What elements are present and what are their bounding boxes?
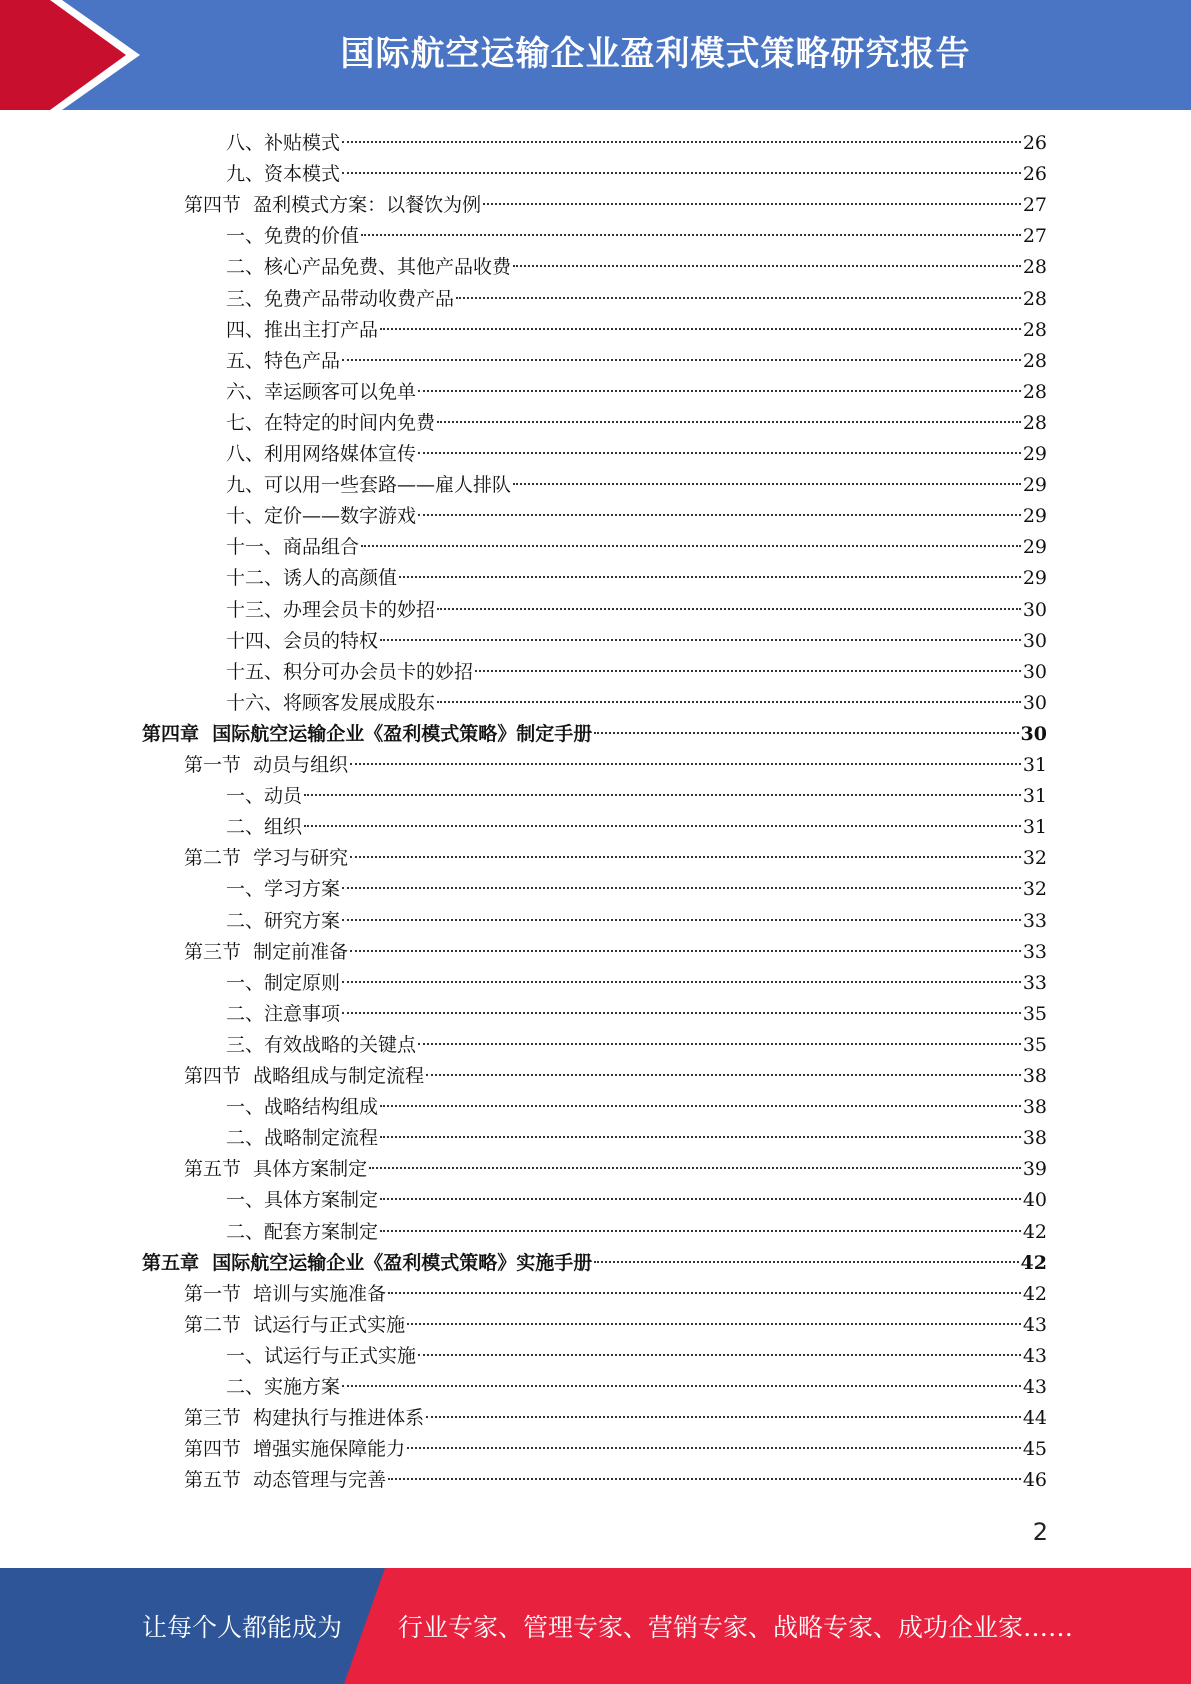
toc-entry-page: 46 (1022, 1469, 1047, 1492)
toc-entry-page: 30 (1020, 722, 1047, 745)
toc-leader-dots (475, 670, 1021, 672)
toc-entry-page: 31 (1022, 754, 1047, 776)
page-number: 2 (1032, 1518, 1048, 1546)
toc-leader-dots (418, 514, 1021, 516)
toc-leader-dots (418, 1354, 1021, 1356)
toc-leader-dots (304, 794, 1021, 796)
toc-entry[interactable] (226, 1185, 1047, 1216)
toc-leader-dots (342, 981, 1021, 983)
toc-leader-dots (388, 1292, 1021, 1294)
toc-entry[interactable] (226, 968, 1047, 999)
toc-leader-dots (594, 732, 1018, 734)
toc-leader-dots (513, 265, 1021, 267)
toc-entry-title: 十三、办理会员卡的妙招 (226, 598, 436, 621)
toc-entry[interactable] (142, 719, 1047, 750)
toc-entry-title: 五、特色产品 (226, 349, 341, 372)
toc-entry-title: 九、资本模式 (226, 163, 341, 186)
toc-leader-dots (380, 1198, 1021, 1200)
toc-entry-title: 十六、将顾客发展成股东 (226, 691, 436, 714)
toc-entry[interactable] (226, 657, 1047, 688)
toc-entry-title: 六、幸运顾客可以免单 (226, 380, 417, 403)
toc-leader-dots (342, 1012, 1021, 1014)
toc-leader-dots (437, 608, 1021, 610)
toc-entry-page: 28 (1022, 318, 1047, 341)
toc-leader-dots (361, 234, 1021, 236)
toc-leader-dots (418, 1043, 1021, 1045)
toc-entry-page: 38 (1022, 1065, 1047, 1087)
toc-entry[interactable] (226, 1372, 1047, 1403)
toc-entry[interactable] (226, 408, 1047, 439)
toc-entry-page: 45 (1022, 1438, 1047, 1461)
toc-entry[interactable] (226, 595, 1047, 626)
toc-entry-title: 第四节 增强实施保障能力 (184, 1438, 406, 1461)
toc-leader-dots (426, 1074, 1021, 1076)
toc-entry-page: 29 (1022, 536, 1047, 559)
toc-entry[interactable] (226, 1030, 1047, 1061)
toc-entry-title: 一、学习方案 (226, 878, 341, 901)
footer-tagline: 行业专家、管理专家、营销专家、战略专家、成功企业家…… (398, 1613, 1074, 1642)
toc-entry-title: 一、具体方案制定 (226, 1189, 379, 1212)
toc-entry-page: 29 (1022, 474, 1047, 497)
toc-leader-dots (456, 297, 1021, 299)
toc-entry-page: 44 (1022, 1407, 1047, 1430)
toc-entry-page: 28 (1022, 256, 1047, 279)
toc-leader-dots (342, 1385, 1021, 1387)
toc-leader-dots (380, 1105, 1021, 1107)
toc-entry[interactable] (226, 346, 1047, 377)
toc-entry-title: 十五、积分可办会员卡的妙招 (226, 660, 474, 683)
toc-entry-title: 第一节 动员与组织 (184, 754, 349, 776)
toc-leader-dots (380, 328, 1021, 330)
toc-entry-page: 27 (1022, 194, 1047, 217)
toc-entry[interactable] (142, 1248, 1047, 1279)
toc-entry-page: 31 (1022, 816, 1047, 839)
page-footer (0, 1568, 1191, 1684)
toc-leader-dots (388, 1478, 1021, 1480)
toc-entry[interactable] (226, 1341, 1047, 1372)
toc-entry-page: 43 (1022, 1344, 1047, 1367)
toc-entry-title: 十四、会员的特权 (226, 629, 379, 652)
toc-leader-dots (426, 1416, 1021, 1418)
toc-entry[interactable] (184, 1310, 1047, 1341)
toc-entry-title: 二、配套方案制定 (226, 1220, 379, 1243)
toc-entry-title: 十一、商品组合 (226, 536, 360, 559)
toc-entry-title: 第一节 培训与实施准备 (184, 1282, 387, 1305)
toc-entry-page: 33 (1022, 940, 1047, 963)
toc-entry[interactable] (184, 1061, 1047, 1092)
toc-leader-dots (342, 141, 1021, 143)
toc-leader-dots (399, 576, 1021, 578)
toc-entry[interactable] (226, 1123, 1047, 1154)
toc-entry-page: 28 (1022, 287, 1047, 310)
toc-entry[interactable] (184, 1279, 1047, 1310)
toc-leader-dots (513, 483, 1021, 485)
toc-entry[interactable] (226, 874, 1047, 905)
toc-entry-page: 28 (1022, 411, 1047, 434)
toc-entry-page: 28 (1022, 349, 1047, 372)
toc-entry-title: 一、战略结构组成 (226, 1096, 379, 1119)
page-header (0, 0, 1191, 110)
toc-entry[interactable] (226, 284, 1047, 315)
toc-entry-title: 一、动员 (226, 785, 303, 808)
toc-entry[interactable] (226, 377, 1047, 408)
toc-entry-title: 第三节 构建执行与推进体系 (184, 1407, 425, 1430)
toc-entry[interactable] (184, 1465, 1047, 1496)
toc-entry-title: 八、补贴模式 (226, 132, 341, 154)
toc-entry[interactable] (226, 501, 1047, 532)
toc-leader-dots (380, 639, 1021, 641)
toc-leader-dots (418, 390, 1021, 392)
toc-entry-page: 29 (1022, 505, 1047, 528)
toc-leader-dots (350, 950, 1021, 952)
toc-entry-page: 26 (1022, 163, 1047, 186)
toc-leader-dots (380, 1230, 1021, 1232)
toc-leader-dots (594, 1261, 1018, 1263)
toc-leader-dots (437, 421, 1021, 423)
toc-entry-title: 七、在特定的时间内免费 (226, 411, 436, 434)
toc-entry[interactable] (184, 750, 1047, 781)
toc-entry-title: 第四节 盈利模式方案：以餐饮为例 (184, 194, 482, 217)
toc-entry[interactable] (226, 159, 1047, 190)
toc-entry[interactable] (226, 315, 1047, 346)
toc-entry-page: 27 (1022, 225, 1047, 248)
toc-entry-page: 39 (1022, 1158, 1047, 1181)
toc-entry-title: 二、实施方案 (226, 1376, 341, 1398)
toc-entry-title: 四、推出主打产品 (226, 318, 379, 341)
toc-entry[interactable] (226, 470, 1047, 501)
toc-entry-page: 42 (1022, 1220, 1047, 1243)
toc-entry-title: 二、核心产品免费、其他产品收费 (226, 256, 512, 279)
toc-entry-page: 30 (1022, 598, 1047, 621)
toc-leader-dots (342, 887, 1021, 889)
document-title: 国际航空运输企业盈利模式策略研究报告 (340, 34, 971, 74)
toc-entry-title: 第五章 国际航空运输企业《盈利模式策略》实施手册 (142, 1251, 593, 1274)
toc-entry-title: 第四节 战略组成与制定流程 (184, 1065, 425, 1087)
toc-entry[interactable] (226, 812, 1047, 843)
toc-entry-title: 三、有效战略的关键点 (226, 1033, 417, 1056)
toc-leader-dots (407, 1447, 1021, 1449)
toc-entry-title: 第五节 具体方案制定 (184, 1158, 368, 1181)
toc-entry[interactable] (226, 1217, 1047, 1248)
toc-entry-title: 八、利用网络媒体宣传 (226, 443, 417, 465)
toc-leader-dots (483, 203, 1021, 205)
toc-entry-page: 26 (1022, 132, 1047, 154)
toc-entry-page: 42 (1020, 1251, 1047, 1274)
toc-entry-page: 33 (1022, 909, 1047, 932)
toc-entry[interactable] (226, 999, 1047, 1030)
toc-leader-dots (418, 452, 1021, 454)
toc-leader-dots (342, 359, 1021, 361)
toc-leader-dots (350, 856, 1021, 858)
toc-entry[interactable] (226, 626, 1047, 657)
toc-entry-page: 35 (1022, 1002, 1047, 1025)
toc-entry[interactable] (226, 906, 1047, 937)
toc-entry[interactable] (226, 532, 1047, 563)
toc-entry[interactable] (226, 563, 1047, 594)
footer-slogan: 让每个人都能成为 (142, 1613, 343, 1642)
toc-leader-dots (304, 825, 1021, 827)
toc-entry[interactable] (184, 843, 1047, 874)
toc-entry-page: 38 (1022, 1127, 1047, 1150)
toc-entry-page: 32 (1022, 847, 1047, 870)
toc-entry-title: 十二、诱人的高颜值 (226, 567, 398, 590)
toc-entry[interactable] (226, 128, 1047, 159)
toc-leader-dots (369, 1167, 1021, 1169)
toc-leader-dots (361, 545, 1021, 547)
toc-leader-dots (380, 1136, 1021, 1138)
toc-entry-title: 第二节 学习与研究 (184, 847, 349, 870)
toc-entry[interactable] (184, 190, 1047, 221)
toc-entry-page: 31 (1022, 785, 1047, 808)
toc-entry-page: 29 (1022, 567, 1047, 590)
toc-entry[interactable] (226, 252, 1047, 283)
toc-entry[interactable] (184, 1403, 1047, 1434)
toc-entry-title: 二、组织 (226, 816, 303, 839)
toc-entry-title: 九、可以用一些套路——雇人排队 (226, 474, 512, 497)
toc-entry-title: 三、免费产品带动收费产品 (226, 287, 455, 310)
toc-entry-page: 42 (1022, 1282, 1047, 1305)
toc-entry-page: 30 (1022, 660, 1047, 683)
toc-leader-dots (350, 763, 1021, 765)
toc-entry-title: 第五节 动态管理与完善 (184, 1469, 387, 1492)
toc-entry[interactable] (184, 1154, 1047, 1185)
toc-entry[interactable] (184, 1434, 1047, 1465)
toc-entry[interactable] (226, 781, 1047, 812)
toc-entry-page: 30 (1022, 629, 1047, 652)
toc-entry[interactable] (226, 439, 1047, 470)
toc-entry-page: 30 (1022, 691, 1047, 714)
toc-entry-page: 40 (1022, 1189, 1047, 1212)
toc-leader-dots (407, 1323, 1021, 1325)
toc-entry-page: 35 (1022, 1033, 1047, 1056)
toc-leader-dots (437, 701, 1021, 703)
toc-entry-title: 第三节 制定前准备 (184, 940, 349, 963)
toc-entry-title: 第二节 试运行与正式实施 (184, 1313, 406, 1336)
toc-entry-page: 33 (1022, 971, 1047, 994)
toc-entry-page: 29 (1022, 443, 1047, 465)
toc-entry-title: 第四章 国际航空运输企业《盈利模式策略》制定手册 (142, 722, 593, 745)
toc-entry-title: 二、注意事项 (226, 1002, 341, 1025)
toc-entry-title: 十、定价——数字游戏 (226, 505, 417, 528)
toc-leader-dots (342, 172, 1021, 174)
toc-entry[interactable] (226, 1092, 1047, 1123)
toc-entry-page: 28 (1022, 380, 1047, 403)
toc-leader-dots (342, 919, 1021, 921)
toc-entry-title: 一、制定原则 (226, 971, 341, 994)
toc-entry-page: 32 (1022, 878, 1047, 901)
toc-entry[interactable] (226, 221, 1047, 252)
toc-entry[interactable] (226, 688, 1047, 719)
toc-entry-title: 二、研究方案 (226, 909, 341, 932)
toc-entry-page: 43 (1022, 1376, 1047, 1398)
toc-entry[interactable] (184, 937, 1047, 968)
toc-entry-page: 43 (1022, 1313, 1047, 1336)
toc-entry-title: 一、试运行与正式实施 (226, 1344, 417, 1367)
toc-entry-title: 二、战略制定流程 (226, 1127, 379, 1150)
toc-entry-page: 38 (1022, 1096, 1047, 1119)
toc-entry-title: 一、免费的价值 (226, 225, 360, 248)
